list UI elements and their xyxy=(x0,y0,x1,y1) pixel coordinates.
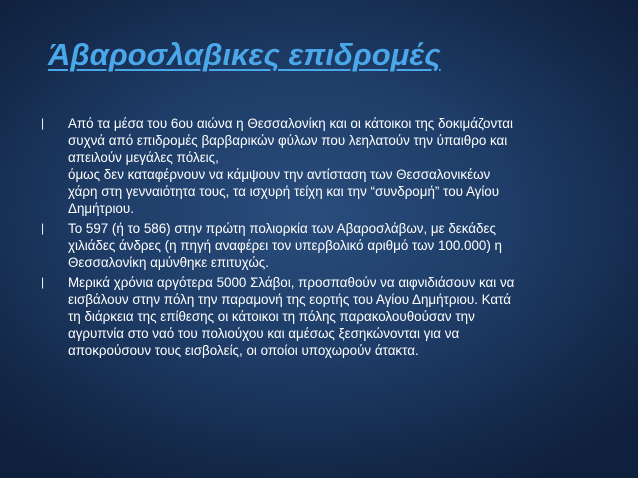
bullet-line: όμως δεν καταφέρνουν να κάμψουν την αντίσταση των Θεσσαλονικέων xyxy=(68,167,491,182)
bullet-marker-icon: ❘ xyxy=(38,222,48,235)
bullet-line: Θεσσαλονίκη αμύνθηκε επιτυχώς. xyxy=(68,255,269,270)
bullet-line: Μερικά χρόνια αργότερα 5000 Σλάβοι, προσπαθούν να αιφνιδιάσουν και να xyxy=(68,275,515,290)
bullet-line: χάρη στη γενναιότητα τους, τα ισχυρή τείχη και την “συνδρομή” του Αγίου xyxy=(68,184,500,199)
bullet-marker-icon: ❘ xyxy=(38,117,48,130)
bullet-line: Από τα μέσα του 6ου αιώνα η Θεσσαλονίκη και οι κάτοικοι της δοκιμάζονται xyxy=(68,116,513,131)
bullet-line: εισβάλουν στην πόλη την παραμονή της εορτής του Αγίου Δημήτριου. Κατά xyxy=(68,292,511,307)
bullet-line: χιλιάδες άνδρες (η πηγή αναφέρει τον υπερβολικό αριθμό των 100.000) η xyxy=(68,238,502,253)
bullet-line: απειλούν μεγάλες πόλεις, xyxy=(68,150,219,165)
bullet-marker-icon: ❘ xyxy=(38,276,48,289)
bullet-line: αποκρούσουν τους εισβολείς, οι οποίοι υποχωρούν άτακτα. xyxy=(68,343,419,358)
bullet-line: Το 597 (ή το 586) στην πρώτη πολιορκία των Αβαροσλάβων, με δεκάδες xyxy=(68,221,496,236)
bullet-text xyxy=(68,274,608,359)
bullet-list xyxy=(38,115,608,362)
bullet-item xyxy=(38,274,608,359)
slide-title: Άβαροσλαβικες επιδρομές xyxy=(48,37,441,72)
bullet-line: Δημήτριου. xyxy=(68,201,134,216)
bullet-text xyxy=(68,220,608,271)
bullet-item xyxy=(38,220,608,271)
bullet-text xyxy=(68,115,608,217)
bullet-line: συχνά από επιδρομές βαρβαρικών φύλων που λεηλατούν την ύπαιθρο και xyxy=(68,133,508,148)
bullet-line: αγρυπνία στο ναό του πολιούχου και αμέσως ξεσηκώνονται για να xyxy=(68,326,460,341)
bullet-line: τη διάρκεια της επίθεσης οι κάτοικοι τη πόλης παρακολουθούσαν την xyxy=(68,309,475,324)
bullet-item xyxy=(38,115,608,217)
